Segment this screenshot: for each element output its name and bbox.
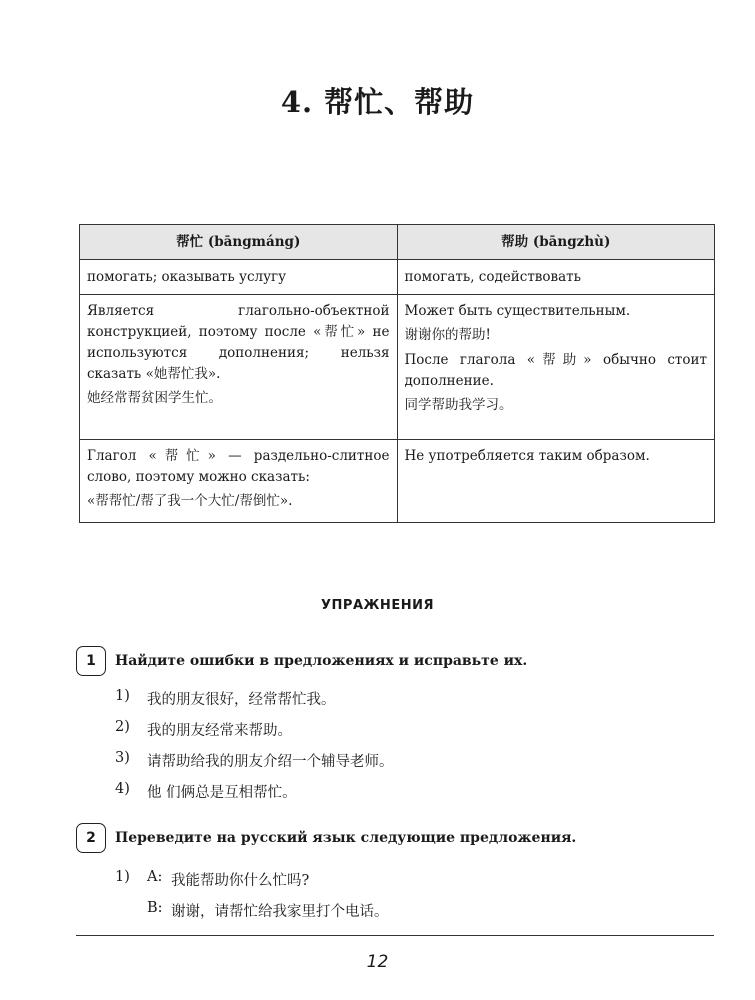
table-header-row [80,225,715,260]
header-bangmang: 帮忙 (bāngmáng) [80,225,398,260]
task-1-item [115,781,297,802]
task-1-number: 1 [76,646,106,676]
usage-bangmang-example: 她经常帮贫困学生忙。 [87,389,222,406]
table-row-usage [80,295,715,440]
usage-bangzhu-example2: 同学帮助我学习。 [404,396,513,413]
usage-bangmang-cell [80,295,398,440]
task-2-instruction: Переведите на русский язык следующие предложения. [115,830,577,846]
task-2-item [115,900,389,921]
comparison-table [79,224,715,523]
task-1 [76,646,527,676]
task-2 [76,823,576,853]
item-text: 我能帮助你什么忙吗? [171,873,310,889]
table-row-meaning [80,260,715,295]
task-2-item [115,869,309,890]
item-number: 3) [115,750,130,766]
item-text: 我的朋友经常来帮助。 [147,723,292,739]
item-text: 请帮助给我的朋友介绍一个辅导老师。 [147,754,394,770]
form-bangzhu-cell: Не употребляется таким образом. [397,440,715,523]
form-bangmang-example: «帮帮忙/帮了我一个大忙/帮倒忙». [87,492,293,509]
usage-bangzhu-cell [397,295,715,440]
form-bangmang-cell [80,440,398,523]
item-number [115,900,147,921]
usage-bangzhu-example1: 谢谢你的帮助! [404,326,491,343]
page-title: 4. 帮忙、帮助 [280,85,475,119]
item-speaker: A: [147,869,163,885]
form-bangmang-text: Глагол «帮忙» — раздельно-слитное слово, поэтому можно сказать: [87,448,390,485]
usage-bangmang-text: Является глагольно-объектной конструкцией, поэтому после «帮忙» не используются дополнения; нельзя сказать «她帮忙我». [87,303,390,382]
usage-bangzhu-text1: Может быть существительным. [404,303,631,319]
task-1-item [115,688,336,709]
page-number: 12 [366,952,389,972]
task-2-number: 2 [76,823,106,853]
footer-rule [76,935,714,936]
item-speaker: B: [147,900,163,916]
meaning-bangzhu: помогать, содействовать [397,260,715,295]
item-text: 他 们俩总是互相帮忙。 [147,785,297,801]
item-text: 我的朋友很好，经常帮忙我。 [147,692,336,708]
task-1-item [115,719,292,740]
item-number: 1) [115,688,130,704]
table-row-form [80,440,715,523]
task-1-item [115,750,394,771]
meaning-bangmang: помогать; оказывать услугу [80,260,398,295]
exercises-heading: УПРАЖНЕНИЯ [321,598,434,613]
item-number: 1) [115,869,130,885]
item-text: 谢谢，请帮忙给我家里打个电话。 [171,904,389,920]
item-number: 4) [115,781,130,797]
task-1-instruction: Найдите ошибки в предложениях и исправьте их. [115,653,528,669]
item-number: 2) [115,719,130,735]
header-bangzhu: 帮助 (bāngzhù) [397,225,715,260]
usage-bangzhu-text2: После глагола «帮助» обычно стоит дополнение. [404,351,707,389]
